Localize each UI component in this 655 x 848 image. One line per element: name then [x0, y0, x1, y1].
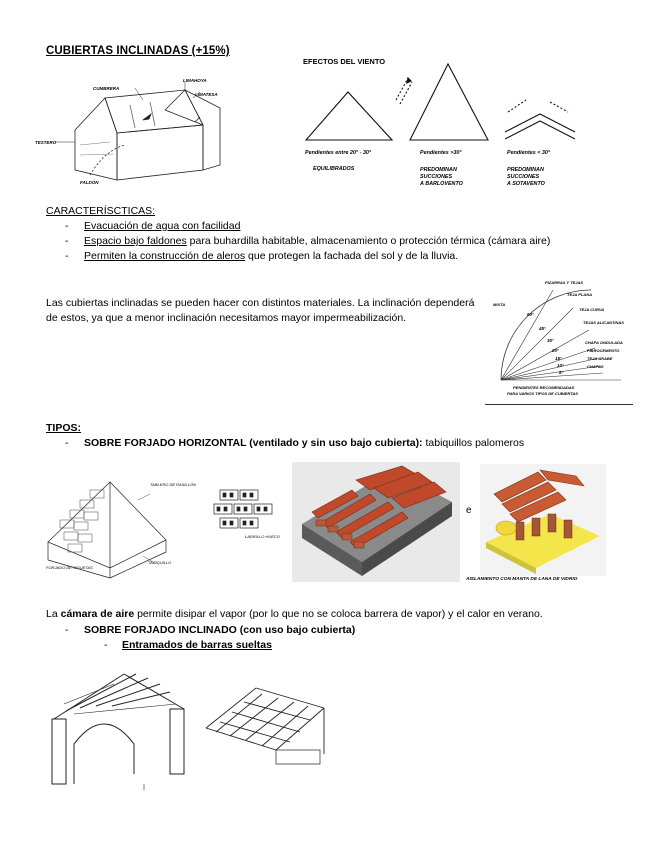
wind-effect-2c: A BARLOVENTO: [420, 181, 463, 187]
label-limahoya: LIMAHOYA: [183, 78, 207, 83]
chart-label-7: TEJA ÁRABE: [587, 356, 613, 361]
wind-effect-1: EQUILIBRADOS: [313, 166, 355, 172]
camara-post: permite disipar el vapor (por lo que no se coloca barrera de vapor) y el calor en verano.: [134, 608, 543, 620]
wind-slope-2: Pendientes >30°: [420, 150, 462, 156]
list-item: [65, 436, 524, 451]
wind-effect-3a: PREDOMINAN: [507, 167, 544, 173]
type2-bold: SOBRE FORJADO INCLINADO (con uso bajo cubierta): [84, 624, 356, 636]
slope-chart: [485, 272, 633, 405]
label-ladrillo: LADRILLO HUECO: [245, 534, 280, 539]
characteristics-heading: CARACTERÍSCTICAS:: [46, 205, 156, 217]
chart-label-4: TEJAS ALICANTINAS: [583, 320, 624, 325]
chart-caption-1: PENDIENTES RECOMENDADAS: [513, 385, 575, 390]
chart-label-1: TEJA PLANA: [567, 292, 592, 297]
chart-angle-4: 15°: [555, 356, 562, 361]
framework-drawing-2: [196, 668, 336, 768]
chart-label-3: TEJA CURVA: [579, 307, 605, 312]
item-underlined: Evacuación de agua con facilidad: [84, 220, 241, 232]
type1-rest: tabiquillos palomeros: [422, 437, 525, 449]
chart-label-2: MIXTA: [493, 302, 506, 307]
label-testero: TESTERO: [35, 140, 57, 145]
type1-bold: SOBRE FORJADO HORIZONTAL (ventilado y sin uso bajo cubierta):: [84, 437, 423, 449]
label-forjado: FORJADO DE VIGUETAS: [46, 565, 93, 570]
chart-angle-5: 10°: [557, 363, 564, 368]
wind-triangles: [300, 62, 590, 154]
brick-detail-drawing: [210, 482, 280, 552]
chart-angle-0: 60°: [527, 312, 534, 317]
characteristics-list: [65, 219, 550, 264]
chart-caption-2: PARA VARIOS TIPOS DE CUBIERTAS: [507, 391, 578, 396]
camara-paragraph: [46, 608, 543, 620]
page-title: CUBIERTAS INCLINADAS (+15%): [46, 45, 230, 57]
item-underlined: Permiten la construcción de aleros: [84, 250, 246, 262]
types-heading: TIPOS:: [46, 422, 82, 434]
materials-paragraph: Las cubiertas inclinadas se pueden hacer con distintos materiales. La inclinación dependerá de estos, ya que a menor inclinación necesitamos mayor impermeabilización.: [46, 297, 475, 324]
tile-roof-render: [292, 462, 460, 582]
wind-diagrams: [300, 62, 590, 154]
list-item: [65, 219, 550, 234]
stray-letter: e: [466, 505, 472, 516]
label-cumbrera: CUMBRERA: [93, 86, 120, 91]
label-tablero: TABLERO DE RASILLÓN: [150, 482, 196, 487]
list-item: [65, 234, 550, 249]
wind-title: EFECTOS DEL VIENTO: [303, 57, 386, 66]
types-sublist: [104, 638, 272, 653]
wind-effect-3c: A SOTAVENTO: [507, 181, 545, 187]
chart-label-8: CHAPAS: [587, 364, 604, 369]
list-item: [65, 623, 355, 638]
tile-roof-drawing: [292, 462, 460, 582]
insulation-render: [480, 464, 606, 576]
chart-label-6: FIBROCEMENTO: [587, 348, 620, 353]
palomeros-sketch: [38, 460, 196, 584]
insulation-caption: AISLAMIENTO CON MANTA DE LANA DE VIDRIO: [466, 577, 578, 582]
wind-slope-1: Pendientes entre 20° - 30°: [305, 150, 372, 156]
framework-sketch-1: [44, 664, 194, 794]
item-rest: para buhardilla habitable, almacenamiento o protección térmica (cámara aire): [186, 235, 551, 247]
chart-angle-2: 30°: [547, 338, 554, 343]
chart-angle-6: 5°: [559, 370, 564, 375]
types-list-2: [65, 623, 355, 638]
type2-sub: Entramados de barras sueltas: [122, 639, 272, 651]
wind-effect-2a: PREDOMINAN: [420, 167, 457, 173]
label-tabiquillo: TABIQUILLO: [148, 560, 172, 565]
roof-parts-drawing: [35, 70, 235, 195]
camara-bold: cámara de aire: [60, 608, 135, 620]
types-list-1: [65, 436, 524, 451]
label-limatesa: LIMATESA: [195, 92, 218, 97]
framework-drawing-1: [44, 664, 194, 794]
chart-label-5: CHAPA ONDULADA: [585, 340, 623, 345]
camara-pre: La: [46, 608, 61, 620]
framework-sketch-2: [196, 668, 336, 768]
list-item: [65, 249, 550, 264]
label-faldon: FALDÓN: [80, 180, 99, 185]
roof-parts-sketch: [35, 70, 235, 195]
wind-effect-3b: SUCCIONES: [507, 174, 540, 180]
list-item: [104, 638, 272, 653]
wind-slope-3: Pendientes < 30°: [507, 150, 551, 156]
item-underlined: Espacio bajo faldones: [84, 235, 187, 247]
insulation-drawing: [480, 464, 606, 576]
brick-detail-sketch: [210, 482, 280, 552]
chart-label-0: PIZARRAS Y TEJAS: [545, 280, 584, 285]
chart-angle-1: 45°: [539, 326, 546, 331]
item-rest: que protegen la fachada del sol y de la lluvia.: [245, 250, 459, 262]
wind-effect-2b: SUCCIONES: [420, 174, 453, 180]
chart-angle-3: 20°: [552, 348, 559, 353]
